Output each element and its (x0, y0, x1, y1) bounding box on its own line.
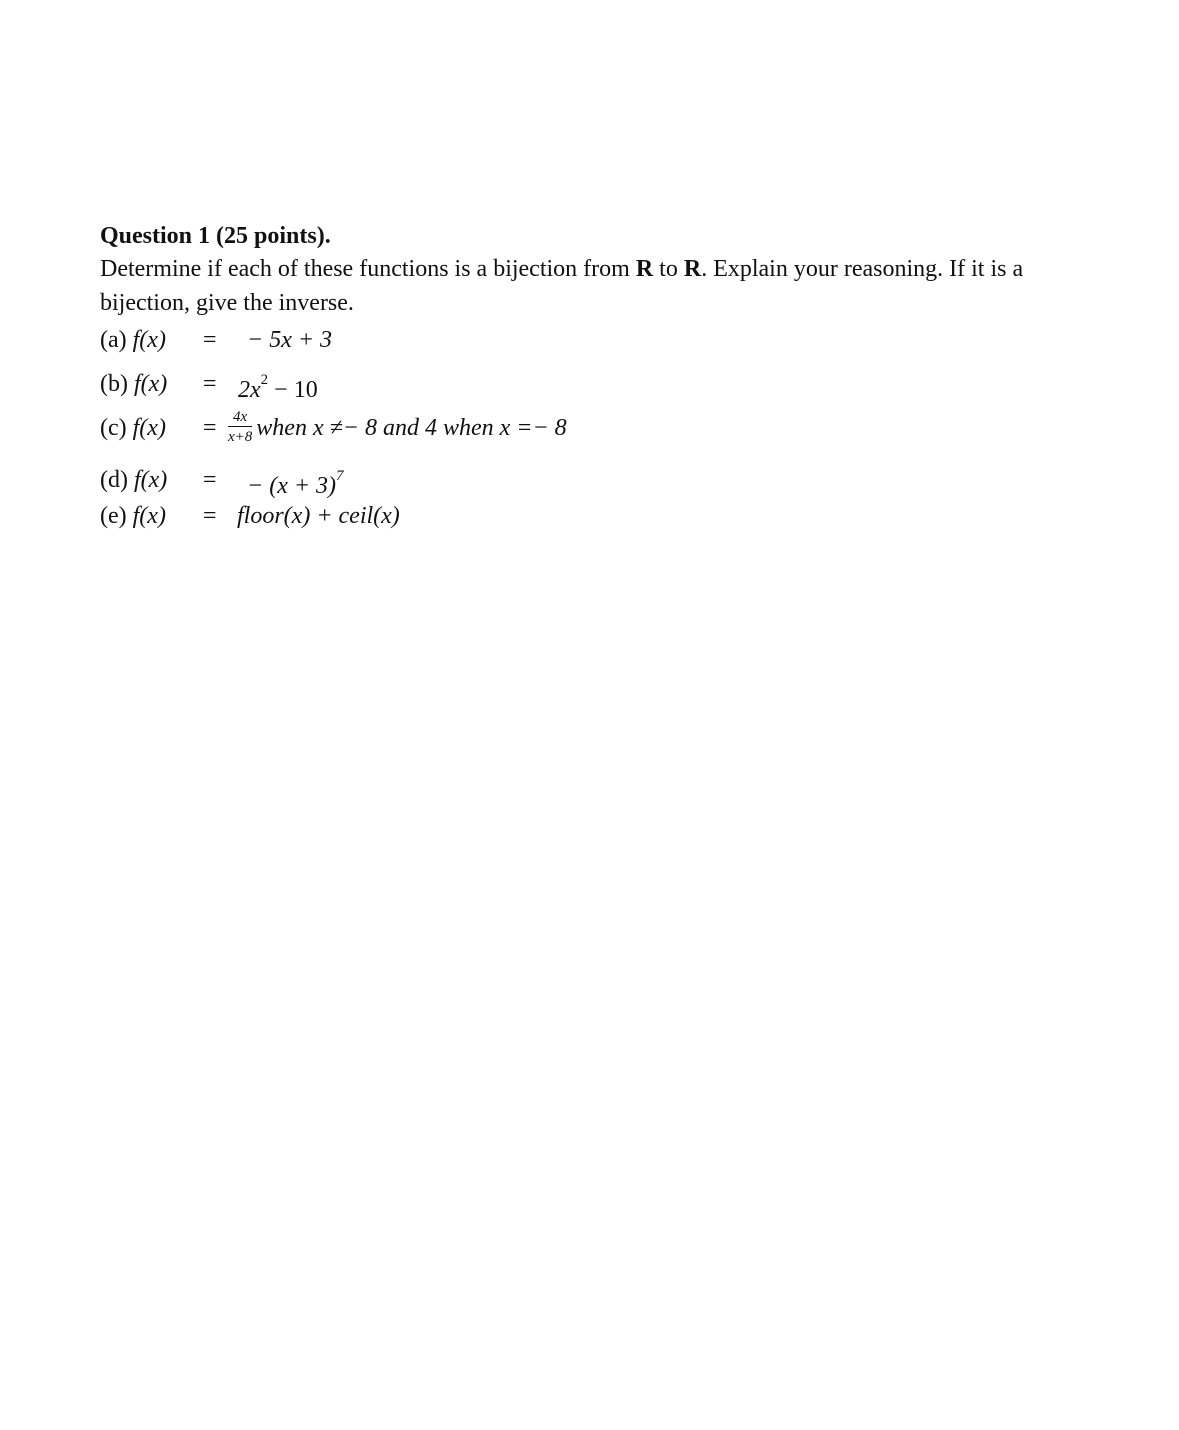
item-c-condition: when x ≠− 8 and 4 when x =− 8 (256, 415, 567, 441)
item-e-equals: = (203, 503, 217, 529)
fraction-numerator: 4x (228, 409, 252, 427)
item-a-label: (a) f(x) (100, 327, 166, 353)
item-c-fraction (228, 409, 252, 445)
set-symbol-domain: R (635, 256, 654, 282)
item-e-label: (e) f(x) (100, 503, 166, 529)
item-b-exponent: 2 (260, 372, 269, 388)
item-c-expression (228, 408, 567, 448)
fraction-denominator: x+8 (228, 429, 253, 446)
intro-text-1: Determine if each of these functions is a bijection from (100, 256, 636, 282)
item-c-label: (c) f(x) (100, 415, 166, 441)
function-list (100, 320, 1110, 530)
item-d-equals: = (203, 467, 217, 493)
item-a-equals: = (203, 327, 217, 353)
question-intro (100, 252, 1110, 320)
item-c-equals: = (203, 415, 217, 441)
document-page (100, 220, 1110, 530)
item-b-expression: $2x^2 - 10$ (238, 372, 318, 403)
item-d-label: (d) f(x) (100, 467, 168, 493)
intro-text-3: . Explain your reasoning. If it is a bijection, give the inverse. (100, 256, 1024, 316)
item-d-exponent: 7 (336, 468, 344, 484)
item-a-expression: − 5x + 3 (247, 327, 333, 353)
item-e-expression: floor(x) + ceil(x) (237, 503, 400, 529)
set-symbol-codomain: R (683, 256, 702, 282)
intro-text-2: to (653, 256, 684, 282)
question-title: Question 1 (25 points). (100, 223, 331, 249)
item-d-expression: − $(x + 3)^7$ (247, 468, 344, 499)
item-b-label: (b) f(x) (100, 371, 168, 397)
item-b-equals: = (203, 371, 217, 397)
